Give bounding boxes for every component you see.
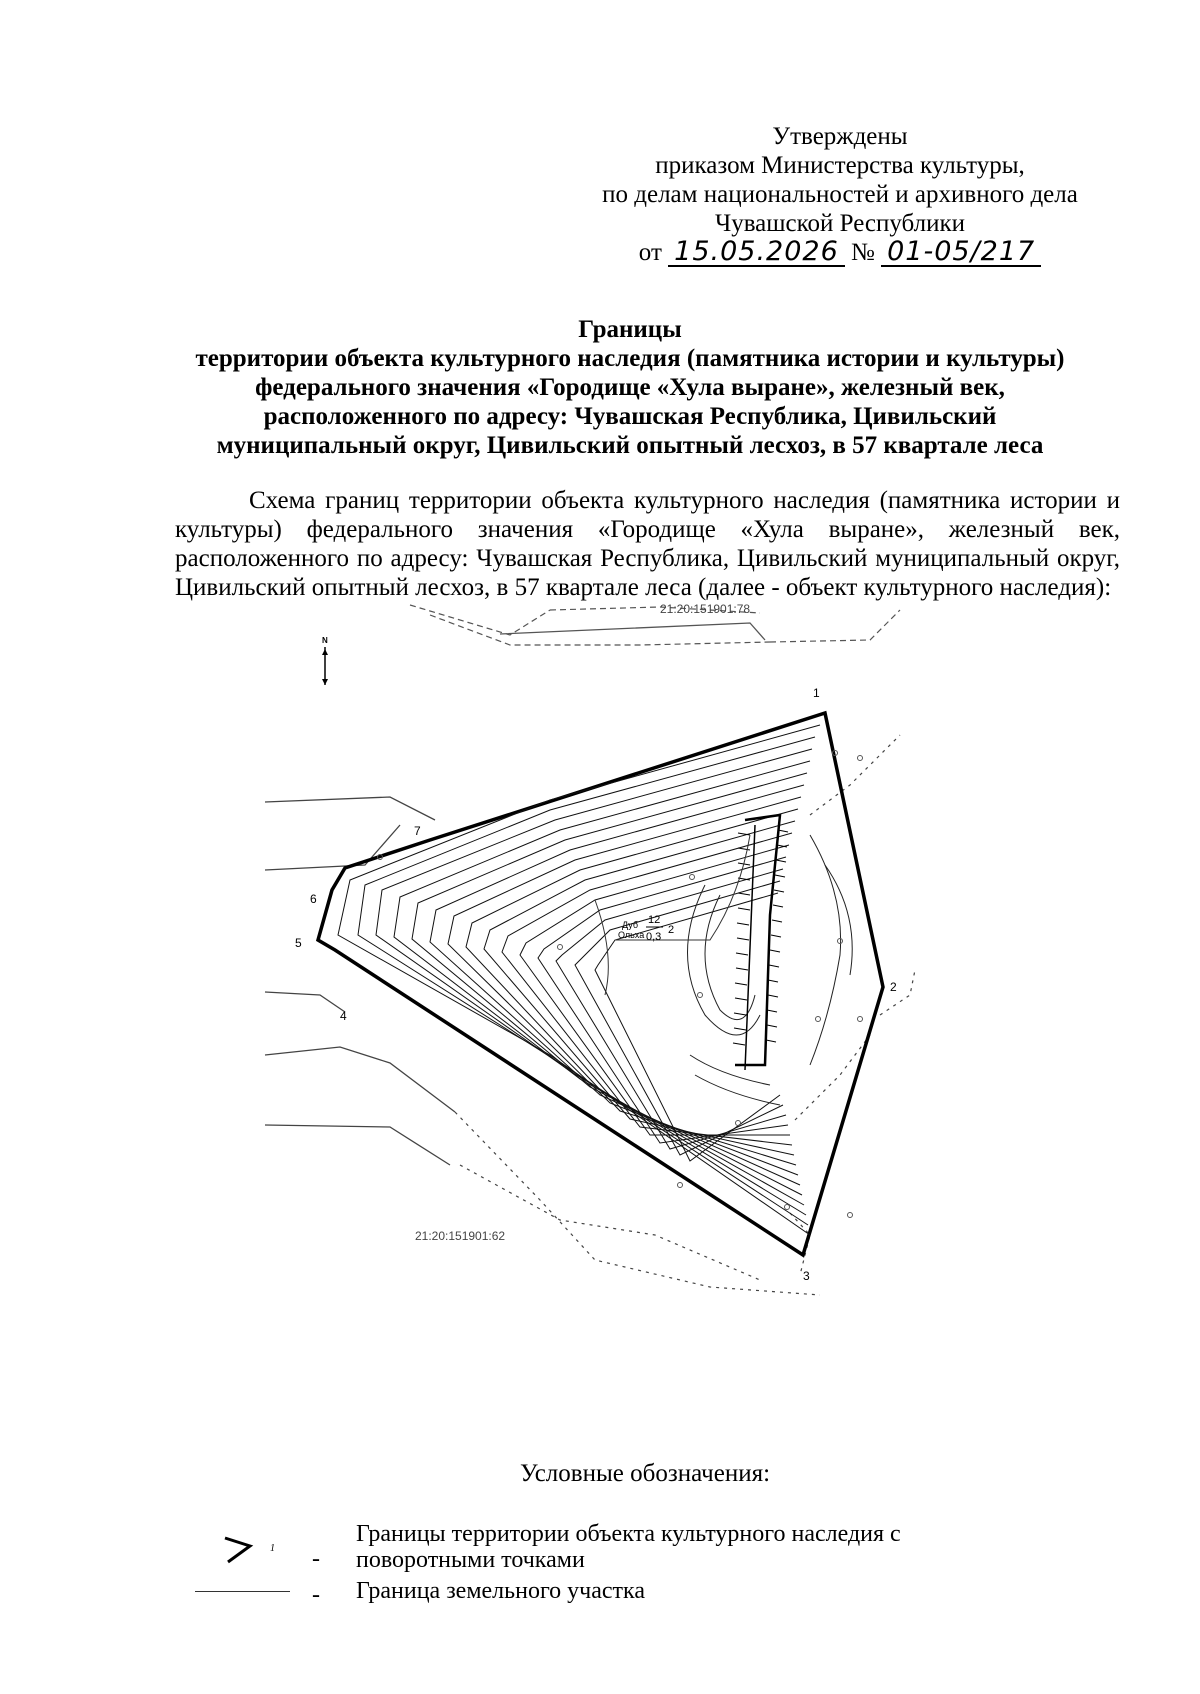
parcel-boundary-lines: [265, 797, 455, 1165]
point-label-3: 3: [803, 1269, 810, 1283]
contour-lines: [338, 725, 820, 1235]
north-arrow-icon: [322, 636, 328, 685]
point-label-1: 1: [813, 686, 820, 700]
title-line-2: территории объекта культурного наследия (памятника истории и культуры): [195, 345, 1065, 372]
legend-dash-2: -: [312, 1582, 320, 1608]
tree-markers: [378, 751, 863, 1218]
parcel-boundary-top-solid: [500, 623, 765, 640]
forest-species-1: Дуб: [622, 920, 639, 930]
legend-boundary-symbol-icon: [220, 1530, 270, 1566]
legend-item-boundary: [356, 1521, 901, 1573]
scheme-description-text: Схема границ территории объекта культурного наследия (памятника истории и культуры) федерального значения «Городище «Хула выране», железный век, расположенного по адресу: Чувашская Республика, Цивильский муниципальный округ, Цивильский опытный лесхоз, в 57 квартале леса (далее - объект культурного наследия):: [175, 487, 1120, 601]
legend-parcel-line-icon: [195, 1591, 290, 1592]
approval-date-line: [560, 238, 1120, 267]
title-line-3: федерального значения «Городище «Хула выране», железный век,: [255, 374, 1005, 401]
title-line-1: Границы: [578, 316, 682, 343]
scheme-description: [175, 486, 1120, 602]
document-title: [150, 315, 1110, 460]
title-line-5: муниципальный округ, Цивильский опытный лесхоз, в 57 квартале леса: [216, 432, 1044, 459]
legend-item-boundary-line1: Границы территории объекта культурного наследия с: [356, 1521, 901, 1547]
point-label-2: 2: [890, 980, 897, 994]
parcel-label-bottom: 21:20:151901:62: [415, 1229, 506, 1243]
approval-republic: Чувашской Республики: [714, 210, 966, 237]
legend-title: Условные обозначения:: [520, 1460, 771, 1487]
approval-ministry: приказом Министерства культуры,: [655, 152, 1025, 179]
north-label: N: [322, 636, 328, 645]
legend-dash-1: -: [312, 1546, 320, 1572]
approval-heading: Утверждены: [772, 123, 908, 150]
legend-mark-1: 1: [270, 1543, 275, 1554]
boundary-scheme-map: [250, 602, 1050, 1410]
point-label-7: 7: [414, 824, 421, 838]
approval-block: [560, 122, 1120, 267]
point-label-4: 4: [340, 1009, 347, 1023]
contour-lines-inner: [688, 835, 853, 1105]
parcel-boundary-top: [410, 605, 900, 645]
forest-species-2: Ольха: [618, 930, 645, 940]
approval-ministry-cont: по делам национальностей и архивного дела: [602, 181, 1078, 208]
approval-number: 01-05/217: [881, 239, 1041, 267]
date-prefix: от: [638, 239, 662, 266]
title-line-4: расположенного по адресу: Чувашская Республика, Цивильский: [263, 403, 997, 430]
approval-date: 15.05.2026: [668, 239, 845, 267]
forest-index: 2: [668, 924, 675, 936]
forest-numerator: 12: [648, 914, 661, 926]
parcel-label-top: 21:20:151901:78: [660, 602, 751, 616]
legend-item-parcel: Граница земельного участка: [356, 1578, 645, 1604]
number-prefix: №: [851, 239, 875, 266]
point-label-5: 5: [295, 936, 302, 950]
point-label-6: 6: [310, 892, 317, 906]
forest-denominator: 0,3: [646, 931, 662, 943]
legend-item-boundary-line2: поворотными точками: [356, 1547, 585, 1573]
heritage-boundary-polygon: [318, 713, 883, 1255]
